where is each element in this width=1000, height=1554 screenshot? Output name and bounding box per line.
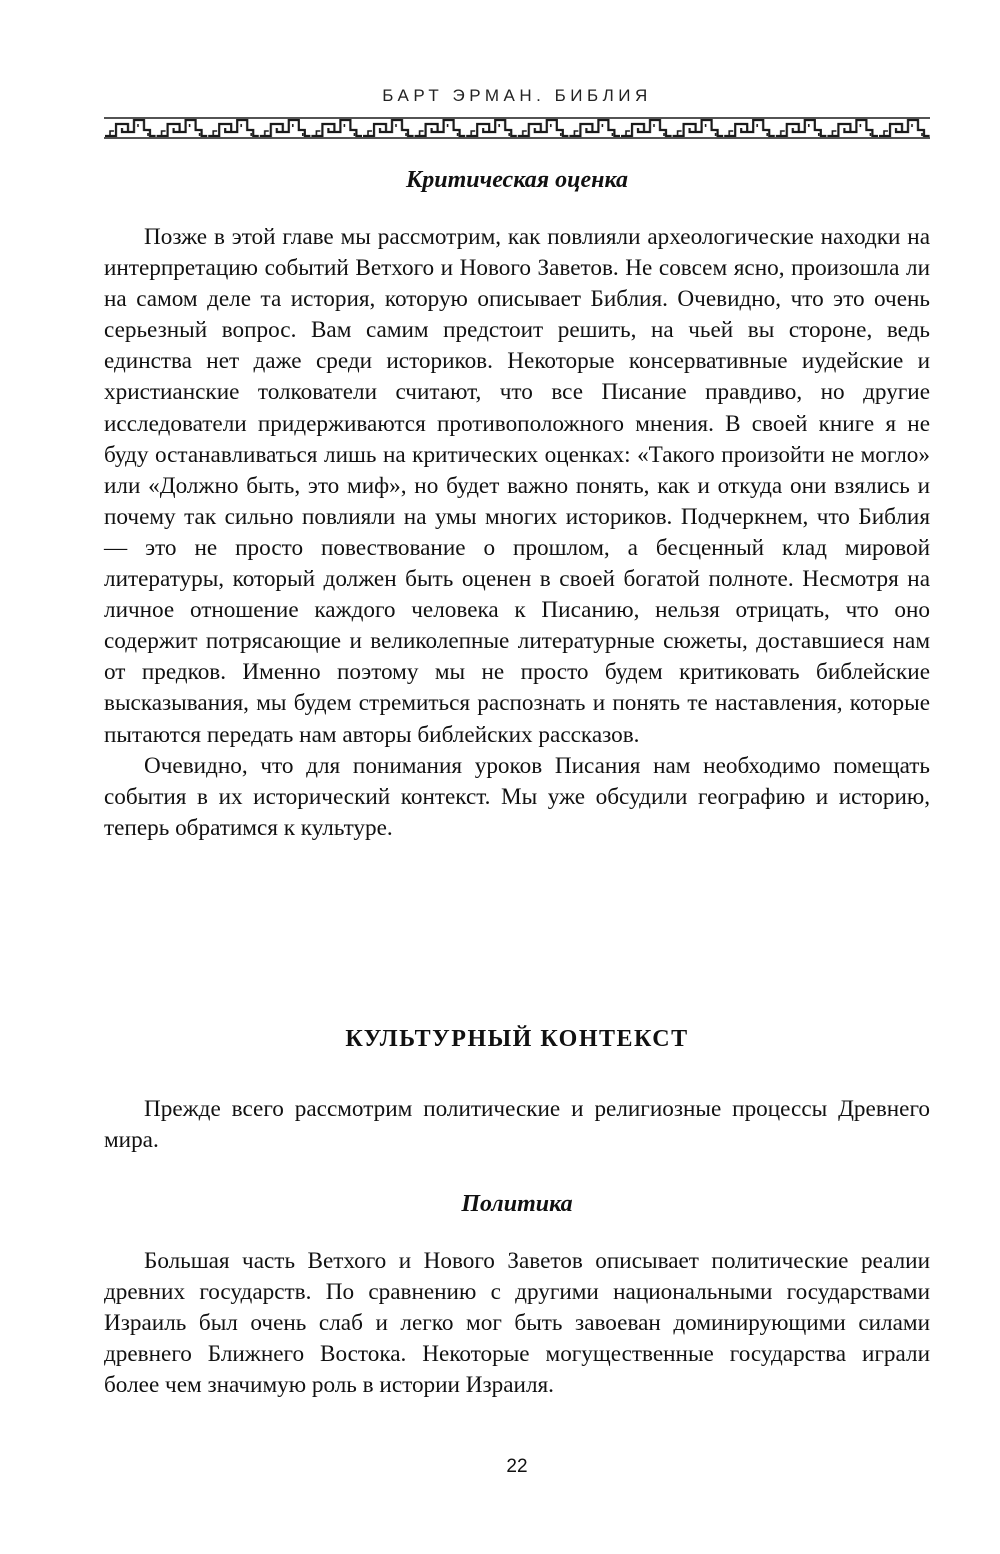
running-head: БАРТ ЭРМАН. БИБЛИЯ <box>382 86 652 105</box>
page-number: 22 <box>506 1456 528 1477</box>
greek-meander-border-icon <box>104 116 930 140</box>
subsection-heading-critical: Критическая оценка <box>405 167 629 193</box>
paragraph: Позже в этой главе мы рассмотрим, как повлияли археологические находки на интерпретацию событий Ветхого и Нового Заветов. Не совсем ясно, произошла ли на самом деле та история, которую описывает Библия. Очевидно, что это очень серьезный вопрос. Вам самим предстоит решить, на чьей вы стороне, ведь единства нет даже среди историков. Некоторые консервативные иудейские и христианские толкователи считают, что все Писание правдиво, но другие исследователи придерживаются противоположного мнения. В своей книге я не буду останавливаться лишь на критических оценках: «Такого произойти не могло» или «Должно быть, это миф», но будет важно понять, как и откуда они взялись и почему так сильно повлияли на умы многих историков. Подчеркнем, что Библия — это не просто повествование о прошлом, а бесценный клад мировой литературы, который должен быть оценен в своей богатой полноте. Несмотря на личное отношение каждого человека к Писанию, нельзя отрицать, что оно содержит потрясающие и великолепные литературные сюжеты, доставшиеся нам от предков. Именно поэтому мы не просто будем критиковать библейские высказывания, мы будем стремиться распознать и понять те наставления, которые пытаются передать нам авторы библейских рассказов. <box>104 224 930 748</box>
section-heading-cultural-context: КУЛЬТУРНЫЙ КОНТЕКСТ <box>345 1026 689 1052</box>
section-critical-body <box>104 222 930 844</box>
section-cultural-body <box>104 1094 930 1156</box>
paragraph: Прежде всего рассмотрим политические и религиозные процессы Древнего мира. <box>104 1096 930 1154</box>
section-politics-body <box>104 1246 930 1401</box>
paragraph: Очевидно, что для понимания уроков Писания нам необходимо помещать события в их исторический контекст. Мы уже обсудили географию и историю, теперь обратимся к культуре. <box>104 752 930 841</box>
subsection-heading-politics: Политика <box>461 1191 573 1217</box>
paragraph: Большая часть Ветхого и Нового Заветов описывает политические реалии древних государств. По сравнению с другими национальными государствами Израиль был очень слаб и легко мог быть завоеван доминирующими силами древнего Ближнего Востока. Некоторые могущественные государства играли более чем значимую роль в истории Израиля. <box>104 1248 930 1399</box>
book-page <box>104 0 930 1554</box>
